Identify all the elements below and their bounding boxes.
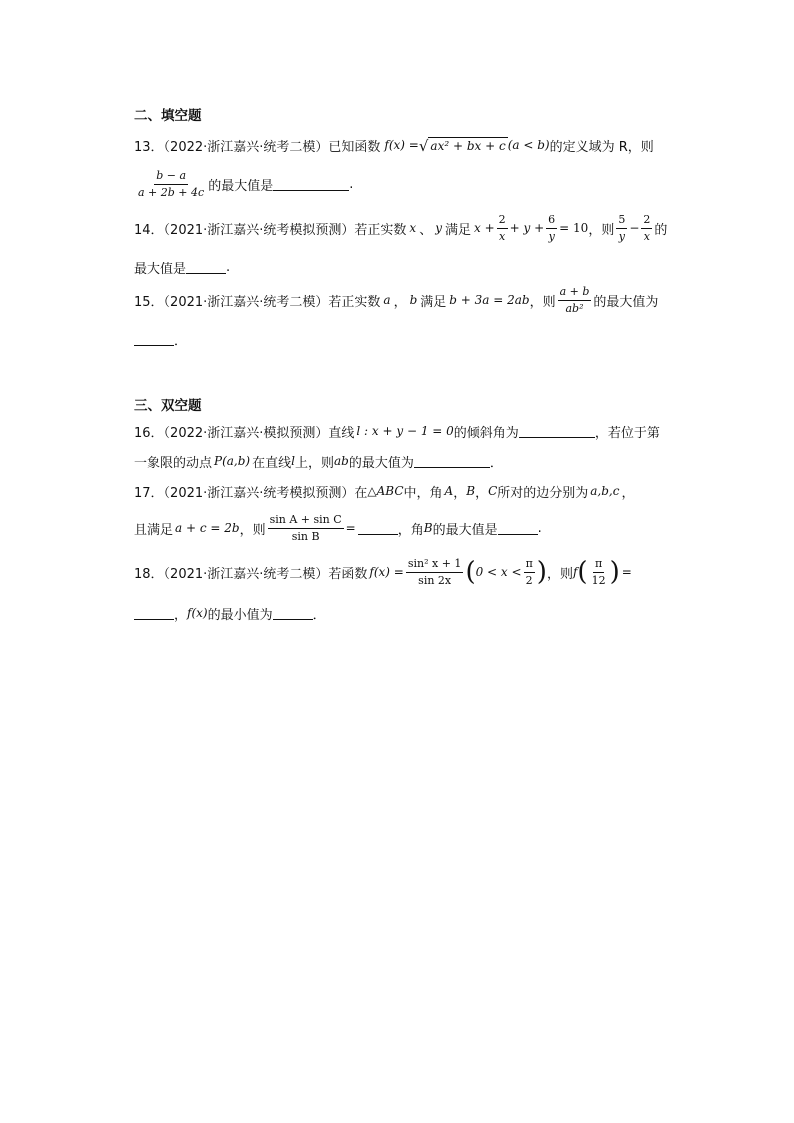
q16-var-l: l <box>291 454 295 468</box>
q18-fraction <box>406 557 464 588</box>
q15-middle-text-2: ，则 <box>529 294 556 310</box>
q16-prefix: 16．（2022·浙江嘉兴·模拟预测）直线 <box>134 425 355 441</box>
q14-answer-blank[interactable] <box>186 261 226 274</box>
q17-equals: = <box>345 521 356 535</box>
q13-prefix: 13．（2022·浙江嘉兴·统考二模）已知函数 <box>134 139 381 155</box>
q17-middle-text: 中，角 <box>403 485 443 501</box>
q17-answer-blank-1[interactable] <box>358 522 398 535</box>
q14-fraction-2 <box>546 213 557 244</box>
q15-middle-text: 满足 <box>420 294 447 310</box>
q17-sides: a,b,c <box>590 484 620 498</box>
q17-fraction <box>268 513 344 544</box>
q16-var-ab: ab <box>333 454 349 468</box>
q16-answer-blank-1[interactable] <box>519 425 595 438</box>
q18-f: f <box>572 565 578 579</box>
q14-fraction-3-denominator: y <box>618 229 625 243</box>
q14-line-2-text: 最大值是 <box>134 261 187 277</box>
q13-radicand: ax² + bx + c <box>430 138 506 153</box>
q14-fraction-3-numerator: 5 <box>616 213 627 229</box>
q14-var-y: y <box>435 221 442 235</box>
sqrt-sign: √ <box>418 136 429 155</box>
q16-end: ． <box>489 455 503 471</box>
q13-end: . <box>349 176 354 192</box>
q14-fraction-1-denominator: x <box>499 229 506 243</box>
q15-tail-text: 的最大值为 <box>593 294 659 310</box>
q14-fraction-4-denominator: x <box>643 229 650 243</box>
q16-line-2-text-a: 一象限的动点 <box>134 455 213 471</box>
q14-fraction-1 <box>497 213 508 244</box>
q14-tail-text: 的 <box>654 222 668 238</box>
q15-fraction <box>558 285 592 316</box>
q18-left-paren: ( <box>465 557 476 587</box>
q18-fraction-numerator: sin² x + 1 <box>406 557 464 573</box>
q14-expr-b: + y + <box>509 221 545 235</box>
q18-right-paren-2: ) <box>609 557 620 587</box>
q17-line-2-text-a: 且满足 <box>134 522 174 538</box>
question-15-line-1 <box>134 282 658 318</box>
q13-sqrt <box>419 137 508 154</box>
q14-prefix: 14．（2021·浙江嘉兴·统考模拟预测）若正实数 <box>134 222 407 238</box>
q15-var-a: a <box>383 293 391 307</box>
q14-fraction-4 <box>641 213 652 244</box>
q14-end: . <box>226 259 231 275</box>
q18-pi-twelfth-numerator: π <box>593 557 604 573</box>
q14-minus: − <box>629 221 640 235</box>
q18-fraction-denominator: sin 2x <box>418 573 452 587</box>
q13-middle-text: 的定义域为 R，则 <box>549 139 654 155</box>
q16-line-2-text-c: 上，则 <box>294 455 334 471</box>
question-18-line-2 <box>134 602 326 624</box>
question-13-line-1 <box>134 134 654 156</box>
q14-fraction-4-numerator: 2 <box>641 213 652 229</box>
q17-end: . <box>537 520 542 536</box>
q14-fraction-3 <box>616 213 627 244</box>
q17-var-b: B <box>423 521 433 535</box>
q18-pi-half-numerator: π <box>524 557 535 573</box>
q14-fraction-2-denominator: y <box>548 229 555 243</box>
q14-fraction-2-numerator: 6 <box>546 213 557 229</box>
q18-condition: 0 < x < <box>475 565 522 579</box>
q18-fx: f(x) <box>187 606 208 620</box>
q17-line-2-text-c: ，角 <box>397 522 424 538</box>
q17-equation: a + c = 2b <box>175 521 240 535</box>
q18-answer-blank-1[interactable] <box>134 607 174 620</box>
q14-var-x: x <box>409 221 417 235</box>
q16-answer-blank-2[interactable] <box>414 455 490 468</box>
q18-function: f(x) = <box>369 565 404 579</box>
q17-angle-b: B <box>466 484 476 498</box>
q14-fraction-1-numerator: 2 <box>497 213 508 229</box>
q16-line-2-text-b: 在直线 <box>252 455 292 471</box>
section-heading-fill-in: 二、填空题 <box>134 108 202 124</box>
q16-middle-text: 的倾斜角为 <box>453 425 519 441</box>
question-18-line-1 <box>134 552 632 592</box>
q16-tail-text: ，若位于第 <box>594 425 660 441</box>
q15-answer-blank[interactable] <box>134 333 174 346</box>
section-heading-double-blank: 三、双空题 <box>134 398 202 414</box>
q17-comma-2: ， <box>475 485 489 501</box>
q18-prefix: 18．（2021·浙江嘉兴·统考二模）若函数 <box>134 566 368 582</box>
question-17-line-1 <box>134 480 634 502</box>
q18-pi-half-denominator: 2 <box>525 573 533 587</box>
q17-answer-blank-2[interactable] <box>498 522 538 535</box>
q14-expr-c: = 10 <box>559 221 589 235</box>
q13-tail-text: 的最大值是 <box>208 178 274 194</box>
q16-point: P(a,b) <box>214 454 251 468</box>
q18-middle-text: ，则 <box>546 566 573 582</box>
q15-end: ． <box>174 333 188 349</box>
q14-middle-text: 满足 <box>444 222 471 238</box>
q16-line-2-text-d: 的最大值为 <box>348 455 414 471</box>
q17-tail-text: ， <box>621 485 635 501</box>
q13-fraction-denominator: a + 2b + 4c <box>138 185 205 199</box>
q17-fraction-numerator: sin A + sin C <box>268 513 344 529</box>
q16-line-equation: l : x + y − 1 = 0 <box>356 424 454 438</box>
q17-prefix: 17．（2021·浙江嘉兴·统考模拟预测）在 <box>134 485 368 501</box>
question-14-line-2 <box>134 256 230 278</box>
q18-pi-half <box>524 557 535 588</box>
q18-line-2-text-b: 的最小值为 <box>207 607 273 623</box>
q15-separator: ， <box>393 294 407 310</box>
question-17-line-2 <box>134 510 542 546</box>
q17-middle-text-2: 所对的边分别为 <box>497 485 589 501</box>
q13-answer-blank[interactable] <box>273 178 349 191</box>
q13-fraction-numerator: b − a <box>154 169 188 185</box>
q18-pi-twelfth-denominator: 12 <box>591 573 606 587</box>
q13-fraction <box>136 169 206 200</box>
question-15-line-2 <box>134 328 187 350</box>
q17-triangle: △ABC <box>367 484 404 498</box>
q14-expr-a: x + <box>474 221 495 235</box>
q18-line-2-text-a: ， <box>174 607 188 623</box>
q17-fraction-denominator: sin B <box>291 529 320 543</box>
q18-answer-blank-2[interactable] <box>273 607 313 620</box>
q17-angle-c: C <box>488 484 498 498</box>
q15-equation: b + 3a = 2ab <box>449 293 530 307</box>
q17-line-2-text-b: ，则 <box>239 522 266 538</box>
q18-equals: = <box>621 565 632 579</box>
q15-fraction-denominator: ab² <box>565 301 584 315</box>
q17-angle-a: A <box>444 484 454 498</box>
question-13-line-2 <box>134 166 353 202</box>
question-16-line-1 <box>134 420 660 442</box>
question-14-line-1 <box>134 210 667 246</box>
q17-comma-1: ， <box>453 485 467 501</box>
q18-pi-twelfth <box>590 557 608 588</box>
q15-prefix: 15．（2021·浙江嘉兴·统考二模）若正实数 <box>134 294 381 310</box>
q18-right-paren: ) <box>536 557 547 587</box>
q13-function: f(x) = <box>384 138 419 152</box>
q15-fraction-numerator: a + b <box>558 285 592 301</box>
q18-end: ． <box>312 607 326 623</box>
q14-separator: 、 <box>419 222 433 238</box>
q18-left-paren-2: ( <box>577 557 588 587</box>
q17-line-2-text-d: 的最大值是 <box>432 522 498 538</box>
q14-middle-text-2: ，则 <box>588 222 615 238</box>
question-16-line-2 <box>134 450 503 472</box>
q13-condition: (a < b) <box>507 138 550 152</box>
q15-var-b: b <box>409 293 418 307</box>
